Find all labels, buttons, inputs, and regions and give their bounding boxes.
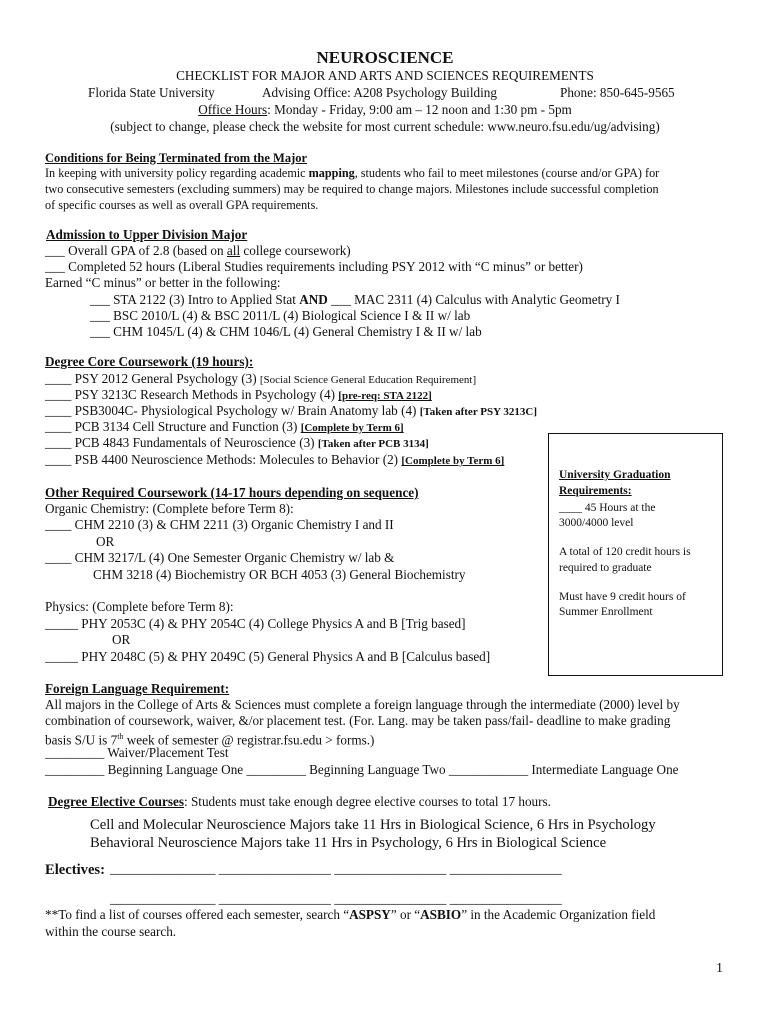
core-item-note: [Complete by Term 6] [300, 422, 404, 434]
core-heading: Degree Core Coursework (19 hours): [45, 354, 254, 369]
electives-footnote-2: within the course search. [45, 924, 177, 939]
footnote-aspsy: ASPSY [349, 907, 391, 922]
grad-box-req-3b: Summer Enrollment [559, 606, 653, 618]
electives-blanks-1: ________________ _________________ _________________ _________________ [110, 861, 562, 876]
language-superscript: th [117, 732, 124, 741]
footnote-asbio: ASBIO [420, 907, 462, 922]
core-item-text: ____ PCB 4843 Fundamentals of Neuroscience (3) [45, 435, 318, 450]
core-item-text: ____ PSY 2012 General Psychology (3) [45, 371, 260, 386]
cell-molecular-note: Cell and Molecular Neuroscience Majors take 11 Hrs in Biological Science, 6 Hrs in Psychology [90, 817, 656, 833]
physics-or: OR [112, 632, 131, 647]
language-levels: _________ Beginning Language One _________ Beginning Language Two ____________ Intermediate Language One [45, 762, 679, 777]
electives-heading: Degree Elective Courses [48, 794, 184, 809]
admission-course-1 [90, 292, 620, 308]
core-item-text: ____ PCB 3134 Cell Structure and Function (3) [45, 419, 301, 434]
footnote-part-c: ” or “ [390, 907, 421, 922]
electives-heading-rest: : Students must take enough degree elective courses to total 17 hours. [183, 794, 551, 809]
electives-footnote-1 [45, 907, 655, 923]
terminated-text-2: two consecutive semesters (excluding summers) may be required to change majors. Milestones include successful completion [45, 182, 659, 196]
admission-gpa-a: ___ Overall GPA of 2.8 (based on [45, 243, 227, 258]
terminated-text-1c: , students who fail to meet milestones (course and/or GPA) for [354, 166, 660, 180]
terminated-mapping: mapping [308, 166, 355, 180]
language-waiver: _________ Waiver/Placement Test [45, 745, 229, 760]
orgchem-option-1: ____ CHM 2210 (3) & CHM 2211 (3) Organic Chemistry I and II [45, 517, 394, 532]
admission-and: AND [299, 292, 328, 307]
grad-box-req-2b: required to graduate [559, 562, 652, 574]
grad-box-req-2a: A total of 120 credit hours is [559, 546, 691, 558]
admission-gpa-all: all [226, 243, 241, 258]
electives-label: Electives: [45, 862, 105, 878]
admission-course-1a: ___ STA 2122 (3) Intro to Applied Stat [90, 292, 300, 307]
language-text-3b: week of semester @ registrar.fsu.edu > forms.) [123, 732, 375, 748]
core-item-note: [Complete by Term 6] [401, 455, 505, 467]
orgchem-option-2b: CHM 3218 (4) Biochemistry OR BCH 4053 (3) General Biochemistry [93, 567, 466, 582]
graduation-requirements-box [548, 433, 723, 676]
terminated-text-1a: In keeping with university policy regarding academic [45, 166, 309, 180]
core-item [45, 419, 404, 436]
admission-gpa-c: college coursework) [240, 243, 351, 258]
language-text-3a: basis S/U is 7 [45, 732, 118, 748]
admission-course-2: ___ BSC 2010/L (4) & BSC 2011/L (4) Biological Science I & II w/ lab [90, 308, 471, 323]
language-text-1: All majors in the College of Arts & Sciences must complete a foreign language through the intermediate (2000) level by [45, 697, 680, 712]
language-text-2: combination of coursework, waiver, &/or placement test. (For. Lang. may be taken pass/fail- deadline to make grading [45, 713, 671, 728]
footnote-part-a: **To find a list of courses offered each semester, search “ [45, 907, 350, 922]
office-hours [0, 102, 770, 118]
grad-box-heading-1: University Graduation [559, 469, 671, 481]
language-heading: Foreign Language Requirement: [45, 681, 230, 696]
grad-box-req-1b: 3000/4000 level [559, 517, 634, 529]
admission-hours: ___ Completed 52 hours (Liberal Studies requirements including PSY 2012 with “C minus” or better) [45, 259, 583, 274]
footnote-part-e: ” in the Academic Organization field [461, 907, 656, 922]
grad-box-heading-2: Requirements: [559, 485, 632, 497]
page-number: 1 [716, 961, 723, 976]
orgchem-option-2: ____ CHM 3217/L (4) One Semester Organic Chemistry w/ lab & [45, 550, 395, 565]
grad-box-req-3a: Must have 9 credit hours of [559, 591, 686, 603]
other-heading: Other Required Coursework (14-17 hours depending on sequence) [45, 485, 419, 500]
orgchem-or: OR [96, 534, 115, 549]
core-item [45, 452, 504, 469]
electives-intro [48, 794, 551, 810]
advising-office: Advising Office: A208 Psychology Building [262, 85, 497, 100]
behavioral-note: Behavioral Neuroscience Majors take 11 Hrs in Psychology, 6 Hrs in Biological Science [90, 835, 607, 851]
page-title: NEUROSCIENCE [316, 48, 454, 67]
core-item-text: ____ PSB 4400 Neuroscience Methods: Molecules to Behavior (2) [45, 452, 402, 467]
orgchem-label: Organic Chemistry: (Complete before Term 8): [45, 501, 294, 516]
core-item-text: ____ PSY 3213C Research Methods in Psychology (4) [45, 387, 339, 402]
admission-course-1c: ___ MAC 2311 (4) Calculus with Analytic Geometry I [327, 292, 620, 307]
page-subtitle: CHECKLIST FOR MAJOR AND ARTS AND SCIENCES REQUIREMENTS [176, 68, 594, 83]
office-hours-label: Office Hours [198, 102, 268, 117]
electives-blanks-2: ________________ _________________ _________________ _________________ [110, 891, 562, 906]
core-item [45, 435, 429, 452]
core-item [45, 371, 476, 388]
physics-option-1: _____ PHY 2053C (4) & PHY 2054C (4) College Physics A and B [Trig based] [45, 616, 466, 631]
core-item [45, 403, 537, 420]
core-item-text: ____ PSB3004C- Physiological Psychology w/ Brain Anatomy lab (4) [45, 403, 420, 418]
university-name: Florida State University [88, 85, 215, 100]
phone-number: Phone: 850-645-9565 [560, 85, 675, 100]
core-item-note: [Social Science General Education Requirement] [259, 374, 477, 386]
admission-heading: Admission to Upper Division Major [46, 227, 248, 242]
terminated-heading: Conditions for Being Terminated from the Major [45, 151, 308, 165]
office-hours-value: : Monday - Friday, 9:00 am – 12 noon and 1:30 pm - 5pm [267, 102, 572, 117]
terminated-text-3: of specific courses as well as overall GPA requirements. [45, 198, 319, 212]
core-item-note: [pre-req: STA 2122] [338, 390, 432, 402]
admission-course-3: ___ CHM 1045/L (4) & CHM 1046/L (4) General Chemistry I & II w/ lab [90, 324, 482, 339]
grad-box-req-1a: ____ 45 Hours at the [559, 502, 656, 514]
admission-earned: Earned “C minus” or better in the following: [45, 275, 281, 290]
core-item [45, 387, 432, 404]
core-item-note: [Taken after PCB 3134] [317, 438, 429, 450]
physics-option-2: _____ PHY 2048C (5) & PHY 2049C (5) General Physics A and B [Calculus based] [45, 649, 491, 664]
physics-label: Physics: (Complete before Term 8): [45, 599, 234, 614]
terminated-text-1 [45, 165, 659, 181]
admission-gpa [45, 243, 351, 259]
schedule-note: (subject to change, please check the website for most current schedule: www.neuro.fsu.edu/ug/advising) [110, 119, 660, 134]
core-item-note: [Taken after PSY 3213C] [419, 406, 537, 418]
